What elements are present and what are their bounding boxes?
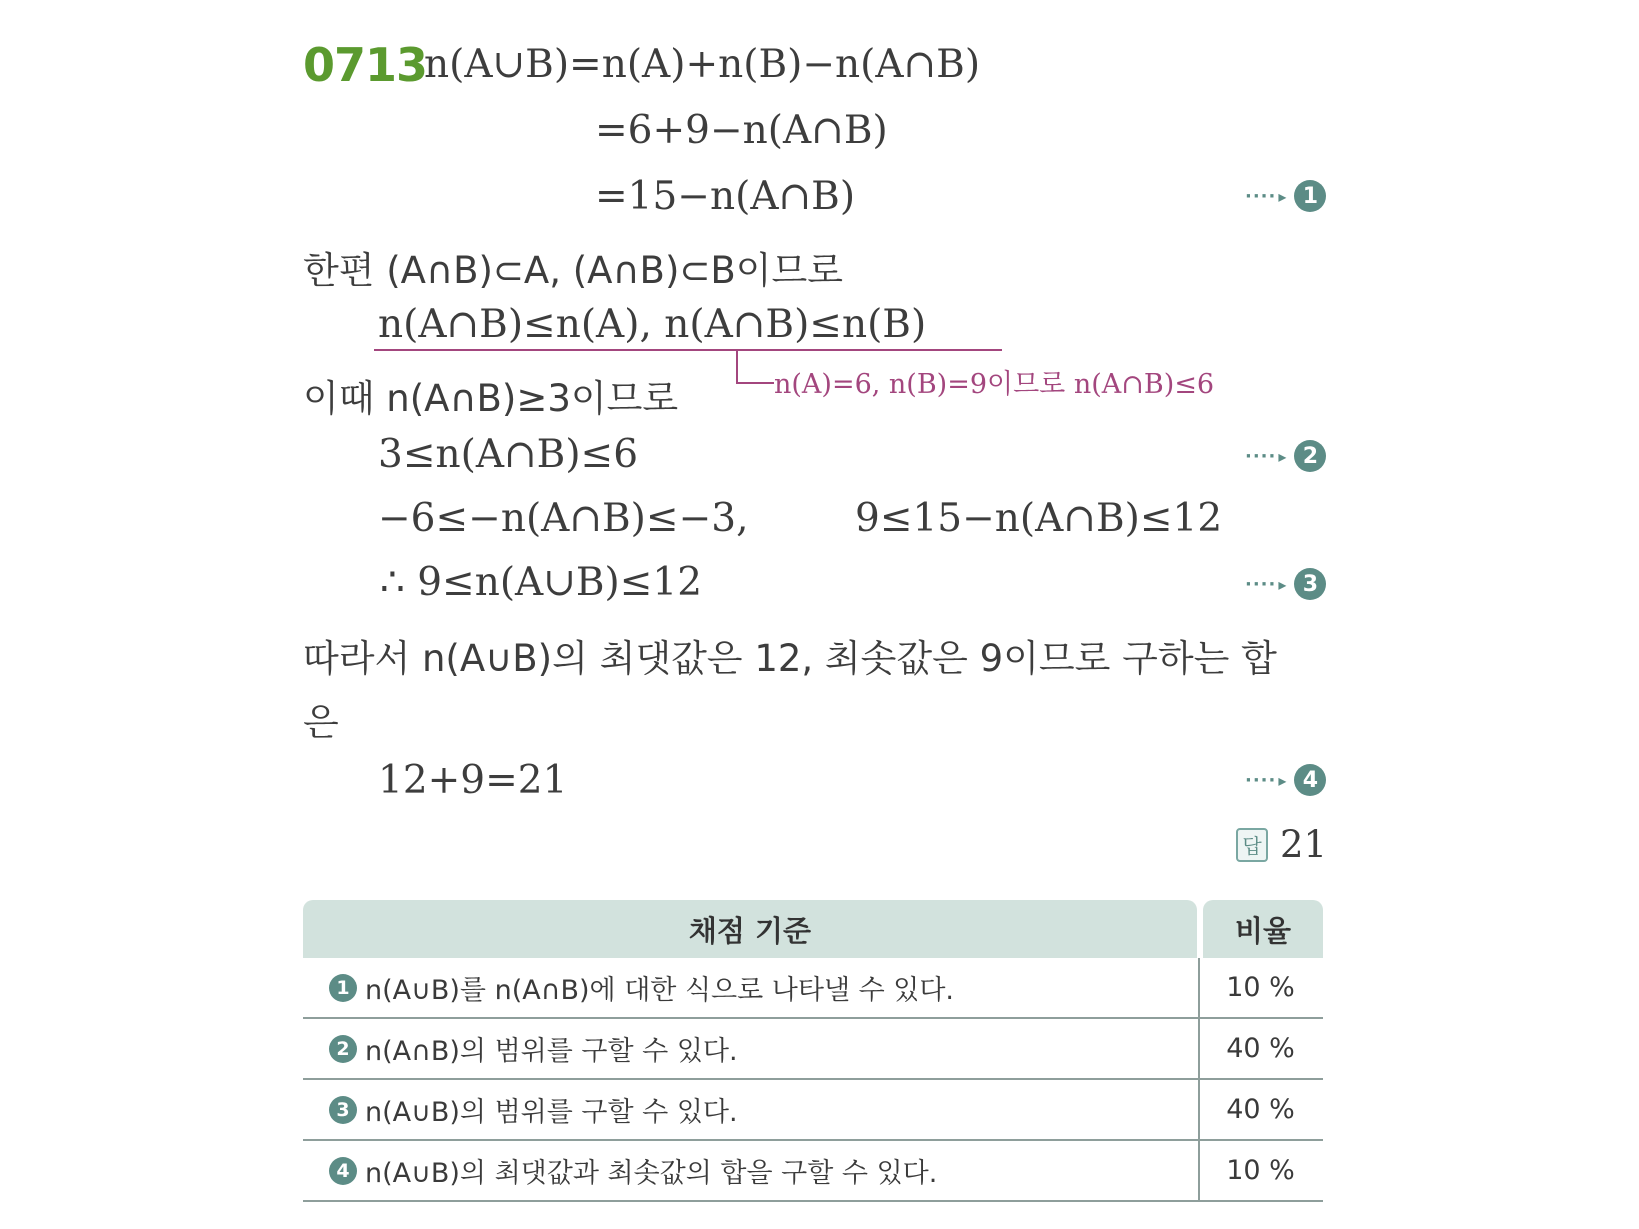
circled-number-2: 2 <box>329 1035 357 1063</box>
step-marker-2 <box>1245 440 1326 472</box>
step-line-1: n(A∪B)=n(A)+n(B)−n(A∩B) <box>424 42 981 87</box>
step-marker-3 <box>1245 568 1326 600</box>
table-row <box>303 958 1323 1019</box>
circled-number-3: 3 <box>1294 568 1326 600</box>
step-line-10: ∴ 9≤n(A∪B)≤12 <box>380 560 703 605</box>
criteria-text: n(A∪B)를 n(A∩B)에 대한 식으로 나타낼 수 있다. <box>365 975 955 1006</box>
arrow-icon: ▸ <box>1278 770 1287 790</box>
criteria-cell <box>303 1141 1200 1200</box>
annotation-note: n(A)=6, n(B)=9이므로 n(A∩B)≤6 <box>774 369 1215 400</box>
step-marker-1 <box>1245 180 1326 212</box>
ratio-cell: 10 % <box>1226 972 1295 1003</box>
answer-icon: 답 <box>1236 828 1268 862</box>
answer-value: 21 <box>1280 823 1328 866</box>
criteria-cell <box>303 958 1200 1017</box>
step-marker-4 <box>1245 764 1326 796</box>
arrow-icon: ▸ <box>1278 446 1287 466</box>
step-line-3: =15−n(A∩B) <box>595 174 856 219</box>
table-header <box>303 900 1323 958</box>
circled-number-1: 1 <box>329 974 357 1002</box>
step-line-2: =6+9−n(A∩B) <box>595 108 888 153</box>
ratio-cell: 10 % <box>1226 1155 1295 1186</box>
arrow-icon: ▸ <box>1278 186 1287 206</box>
circled-number-1: 1 <box>1294 180 1326 212</box>
criteria-text: n(A∪B)의 범위를 구할 수 있다. <box>365 1097 738 1128</box>
header-criteria: 채점 기준 <box>303 900 1197 958</box>
step-line-12: 은 <box>303 701 339 744</box>
circled-number-3: 3 <box>329 1096 357 1124</box>
circled-number-4: 4 <box>329 1157 357 1185</box>
criteria-cell <box>303 1080 1200 1139</box>
step-line-13: 12+9=21 <box>378 758 568 803</box>
criteria-cell <box>303 1019 1200 1078</box>
leader-dots: ···· <box>1245 573 1277 595</box>
table-row <box>303 1080 1323 1141</box>
criteria-text: n(A∪B)의 최댓값과 최솟값의 합을 구할 수 있다. <box>365 1158 938 1189</box>
step-line-4: 한편 (A∩B)⊂A, (A∩B)⊂B이므로 <box>303 249 843 292</box>
step-line-5: n(A∩B)≤n(A), n(A∩B)≤n(B) <box>378 302 927 347</box>
table-row <box>303 1019 1323 1080</box>
step-line-9: 9≤15−n(A∩B)≤12 <box>855 496 1223 541</box>
ratio-cell: 40 % <box>1226 1033 1295 1064</box>
step-line-11: 따라서 n(A∪B)의 최댓값은 12, 최솟값은 9이므로 구하는 합 <box>303 637 1277 680</box>
circled-number-4: 4 <box>1294 764 1326 796</box>
answer-line <box>1236 823 1327 866</box>
ratio-cell: 40 % <box>1226 1094 1295 1125</box>
arrow-icon: ▸ <box>1278 574 1287 594</box>
grading-criteria-table <box>303 900 1323 1202</box>
step-line-7: 3≤n(A∩B)≤6 <box>378 432 639 477</box>
table-row <box>303 1141 1323 1202</box>
leader-dots: ···· <box>1245 769 1277 791</box>
leader-dots: ···· <box>1245 185 1277 207</box>
underline-bar <box>374 349 1002 351</box>
circled-number-2: 2 <box>1294 440 1326 472</box>
annotation-bracket <box>736 350 774 384</box>
leader-dots: ···· <box>1245 445 1277 467</box>
problem-number: 0713 <box>303 38 428 92</box>
criteria-text: n(A∩B)의 범위를 구할 수 있다. <box>365 1036 738 1067</box>
step-line-6: 이때 n(A∩B)≥3이므로 <box>303 377 679 420</box>
step-line-8: −6≤−n(A∩B)≤−3, <box>378 496 749 541</box>
header-ratio: 비율 <box>1203 900 1323 958</box>
